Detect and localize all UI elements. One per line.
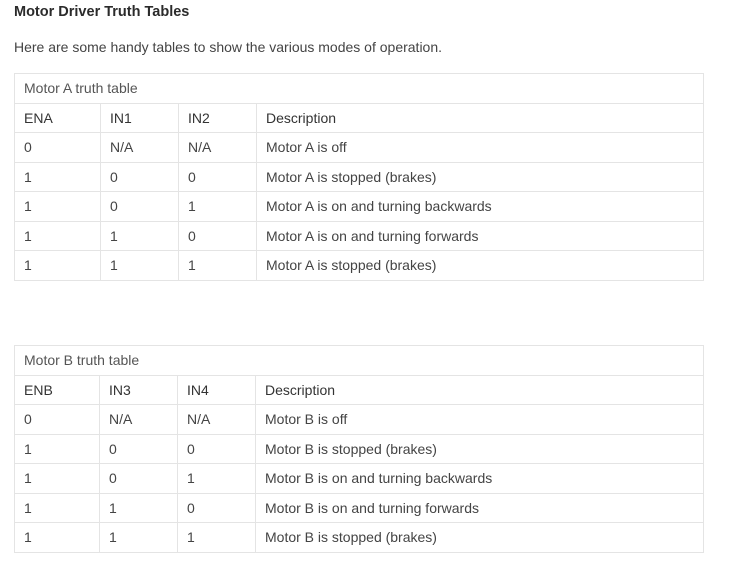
table-header-row xyxy=(15,375,704,405)
table-caption-row xyxy=(15,74,704,104)
table-cell: 1 xyxy=(101,251,179,281)
table-cell: Motor A is off xyxy=(257,133,704,163)
table-cell: Motor B is stopped (brakes) xyxy=(256,523,704,553)
table-row xyxy=(15,405,704,435)
table-caption: Motor B truth table xyxy=(15,346,704,376)
column-header-description: Description xyxy=(257,103,704,133)
table-cell: 0 xyxy=(179,162,257,192)
table-cell: 1 xyxy=(15,464,100,494)
table-row xyxy=(15,464,704,494)
table-cell: N/A xyxy=(178,405,256,435)
table-cell: 0 xyxy=(15,405,100,435)
table-cell: N/A xyxy=(100,405,178,435)
table-cell: 1 xyxy=(101,221,179,251)
table-caption-row xyxy=(15,346,704,376)
table-cell: 0 xyxy=(101,192,179,222)
column-header-description: Description xyxy=(256,375,704,405)
table-cell: 0 xyxy=(178,493,256,523)
motor-a-truth-table xyxy=(14,73,704,281)
column-header-in4: IN4 xyxy=(178,375,256,405)
table-cell: N/A xyxy=(179,133,257,163)
column-header-in3: IN3 xyxy=(100,375,178,405)
column-header-in2: IN2 xyxy=(179,103,257,133)
table-cell: 1 xyxy=(179,192,257,222)
table-cell: 1 xyxy=(15,162,101,192)
table-cell: Motor A is on and turning forwards xyxy=(257,221,704,251)
table-cell: 1 xyxy=(15,523,100,553)
table-cell: 1 xyxy=(179,251,257,281)
table-row xyxy=(15,493,704,523)
table-cell: 1 xyxy=(178,464,256,494)
table-caption: Motor A truth table xyxy=(15,74,704,104)
table-cell: 1 xyxy=(15,251,101,281)
table-row xyxy=(15,133,704,163)
table-row xyxy=(15,523,704,553)
table-cell: 1 xyxy=(15,493,100,523)
table-cell: Motor A is stopped (brakes) xyxy=(257,162,704,192)
table-cell: 1 xyxy=(15,221,101,251)
column-header-enb: ENB xyxy=(15,375,100,405)
table-cell: Motor A is stopped (brakes) xyxy=(257,251,704,281)
column-header-ena: ENA xyxy=(15,103,101,133)
table-cell: Motor B is stopped (brakes) xyxy=(256,434,704,464)
table-cell: 1 xyxy=(15,192,101,222)
table-cell: 1 xyxy=(178,523,256,553)
table-cell: 0 xyxy=(100,434,178,464)
table-cell: 1 xyxy=(15,434,100,464)
table-cell: Motor A is on and turning backwards xyxy=(257,192,704,222)
table-row xyxy=(15,221,704,251)
page-title: Motor Driver Truth Tables xyxy=(14,4,190,20)
table-header-row xyxy=(15,103,704,133)
table-cell: 1 xyxy=(100,523,178,553)
table-cell: 0 xyxy=(100,464,178,494)
table-cell: Motor B is on and turning backwards xyxy=(256,464,704,494)
intro-text: Here are some handy tables to show the various modes of operation. xyxy=(14,39,443,55)
table-row xyxy=(15,162,704,192)
table-cell: Motor B is on and turning forwards xyxy=(256,493,704,523)
table-row xyxy=(15,192,704,222)
table-cell: 0 xyxy=(178,434,256,464)
motor-b-truth-table xyxy=(14,345,704,553)
table-cell: 1 xyxy=(100,493,178,523)
table-cell: N/A xyxy=(101,133,179,163)
column-header-in1: IN1 xyxy=(101,103,179,133)
table-row xyxy=(15,251,704,281)
table-cell: 0 xyxy=(179,221,257,251)
table-cell: 0 xyxy=(15,133,101,163)
table-cell: 0 xyxy=(101,162,179,192)
table-cell: Motor B is off xyxy=(256,405,704,435)
table-row xyxy=(15,434,704,464)
